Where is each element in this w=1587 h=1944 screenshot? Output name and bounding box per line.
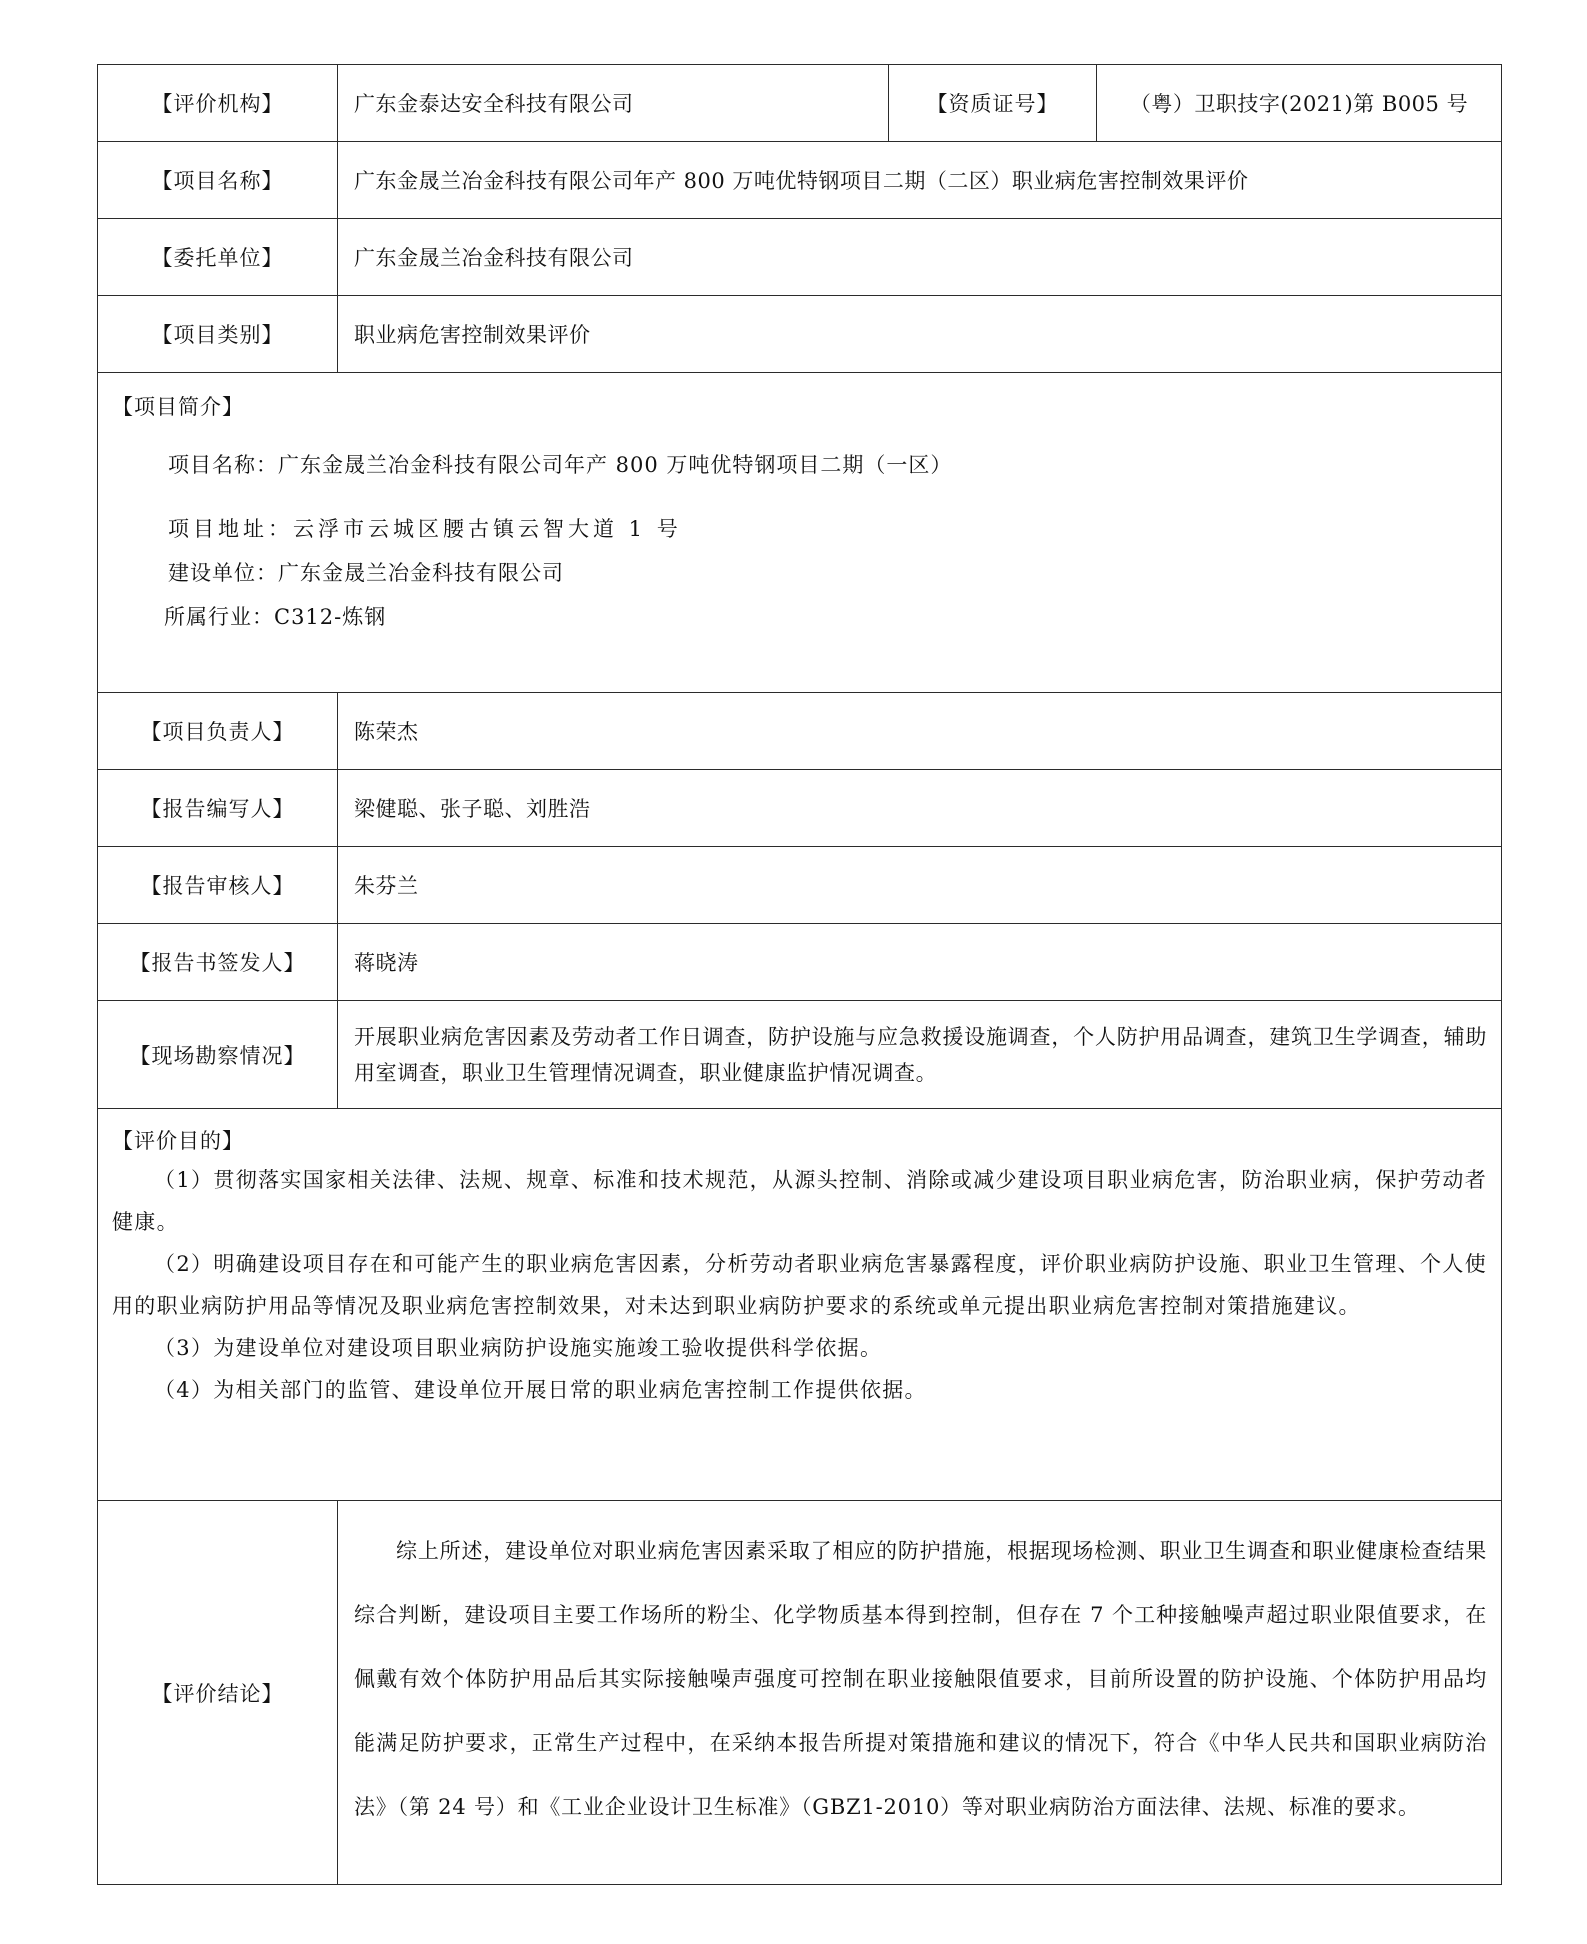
- report-writers-row: [98, 770, 1502, 847]
- project-lead-value: 陈荣杰: [338, 693, 1502, 770]
- site-survey-value: 开展职业病危害因素及劳动者工作日调查，防护设施与应急救援设施调查，个人防护用品调查，建筑卫生学调查，辅助用室调查，职业卫生管理情况调查，职业健康监护情况调查。: [338, 1001, 1502, 1109]
- evaluation-purpose-heading: 【评价目的】: [112, 1129, 244, 1153]
- project-lead-row: [98, 693, 1502, 770]
- category-row: [98, 296, 1502, 373]
- report-issuer-value: 蒋晓涛: [338, 924, 1502, 1001]
- report-issuer-label: 【报告书签发人】: [98, 924, 338, 1001]
- purpose-item-3: （3）为建设单位对建设项目职业病防护设施实施竣工验收提供科学依据。: [154, 1336, 883, 1360]
- project-intro-cell: [98, 373, 1502, 693]
- evaluation-purpose-cell: [98, 1109, 1502, 1501]
- purpose-item-1: （1）贯彻落实国家相关法律、法规、规章、标准和技术规范，从源头控制、消除或减少建设项目职业病危害，防治职业病，保护劳动者健康。: [112, 1168, 1487, 1234]
- report-issuer-row: [98, 924, 1502, 1001]
- client-label: 【委托单位】: [98, 219, 338, 296]
- report-reviewer-value: 朱芬兰: [338, 847, 1502, 924]
- report-reviewer-row: [98, 847, 1502, 924]
- qualification-value: （粤）卫职技字(2021)第 B005 号: [1097, 65, 1502, 142]
- site-survey-row: [98, 1001, 1502, 1109]
- purpose-item-2: （2）明确建设项目存在和可能产生的职业病危害因素，分析劳动者职业病危害暴露程度，评价职业病防护设施、职业卫生管理、个人使用的职业病防护用品等情况及职业病危害控制效果，对未达到职业病防护要求的系统或单元提出职业病危害控制对策措施建议。: [112, 1252, 1487, 1318]
- project-name-label: 【项目名称】: [98, 142, 338, 219]
- report-writers-value: 梁健聪、张子聪、刘胜浩: [338, 770, 1502, 847]
- report-writers-label: 【报告编写人】: [98, 770, 338, 847]
- category-value: 职业病危害控制效果评价: [338, 296, 1502, 373]
- project-intro-row: [98, 373, 1502, 693]
- client-value: 广东金晟兰冶金科技有限公司: [338, 219, 1502, 296]
- qualification-label: 【资质证号】: [889, 65, 1097, 142]
- project-lead-label: 【项目负责人】: [98, 693, 338, 770]
- evaluation-conclusion-row: [98, 1501, 1502, 1885]
- site-survey-label: 【现场勘察情况】: [98, 1001, 338, 1109]
- agency-row: [98, 65, 1502, 142]
- intro-industry: 所属行业：C312-炼钢: [164, 605, 387, 629]
- evaluation-summary-table: [97, 64, 1502, 1885]
- agency-value: 广东金泰达安全科技有限公司: [338, 65, 889, 142]
- intro-builder: 建设单位：广东金晟兰冶金科技有限公司: [168, 561, 564, 585]
- client-row: [98, 219, 1502, 296]
- agency-label: 【评价机构】: [98, 65, 338, 142]
- report-reviewer-label: 【报告审核人】: [98, 847, 338, 924]
- evaluation-conclusion-text: 综上所述，建设单位对职业病危害因素采取了相应的防护措施，根据现场检测、职业卫生调查和职业健康检查结果综合判断，建设项目主要工作场所的粉尘、化学物质基本得到控制，但存在 7 个工种接触噪声超过职业限值要求，在佩戴有效个体防护用品后其实际接触噪声强度可控制在职业接触限值要求，目前所设置的防护设施、个体防护用品均能满足防护要求，正常生产过程中，在采纳本报告所提对策措施和建议的情况下，符合《中华人民共和国职业病防治法》（第 24 号）和《工业企业设计卫生标准》（GBZ1-2010）等对职业病防治方面法律、法规、标准的要求。: [338, 1501, 1502, 1885]
- intro-project-address: 项目地址：云浮市云城区腰古镇云智大道 1 号: [168, 517, 682, 541]
- project-intro-heading: 【项目简介】: [112, 395, 244, 419]
- project-name-value: 广东金晟兰冶金科技有限公司年产 800 万吨优特钢项目二期（二区）职业病危害控制效果评价: [338, 142, 1502, 219]
- intro-project-name: 项目名称：广东金晟兰冶金科技有限公司年产 800 万吨优特钢项目二期（一区）: [168, 453, 953, 477]
- project-name-row: [98, 142, 1502, 219]
- evaluation-conclusion-label: 【评价结论】: [98, 1501, 338, 1885]
- category-label: 【项目类别】: [98, 296, 338, 373]
- purpose-item-4: （4）为相关部门的监管、建设单位开展日常的职业病危害控制工作提供依据。: [154, 1378, 927, 1402]
- evaluation-purpose-row: [98, 1109, 1502, 1501]
